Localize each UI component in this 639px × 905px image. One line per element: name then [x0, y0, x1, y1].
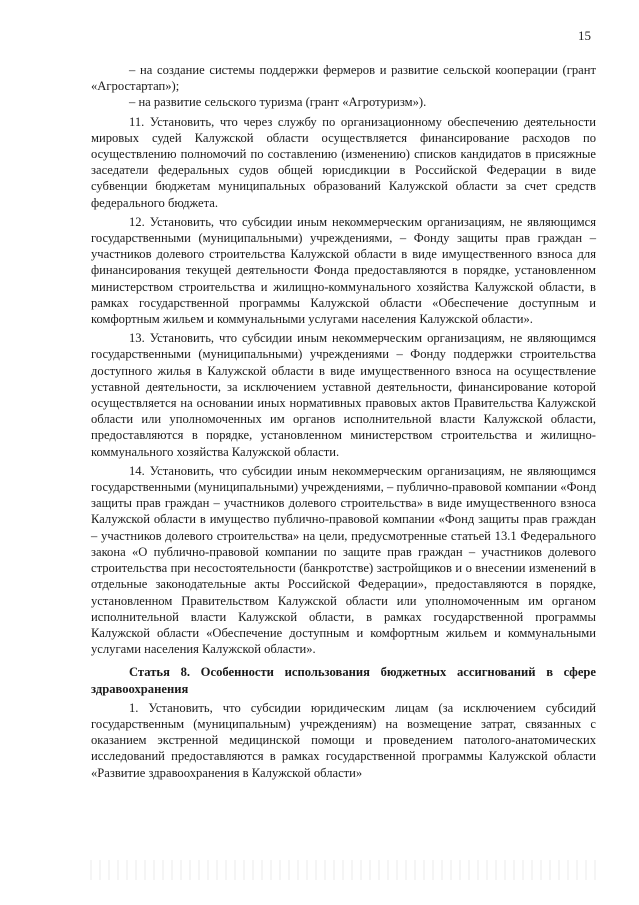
paragraph-grant-agrostartap: – на создание системы поддержки фермеров и развитие сельской кооперации (грант «Агростартап»); — [91, 63, 596, 94]
scan-noise-decoration — [90, 860, 600, 880]
article-8-paragraph-1: 1. Установить, что субсидии юридическим лицам (за исключением субсидий государственным (муниципальным) учреждениям) на возмещение затрат, связанных с оказанием экстренной медицинской помощи и проведением патолого-анатомических исследований предоставляются в рамках государственной программы Калужской области «Развитие здравоохранения в Калужской области» — [91, 700, 596, 780]
article-8-heading: Статья 8. Особенности использования бюджетных ассигнований в сфере здравоохранения — [91, 665, 596, 696]
paragraph-12: 12. Установить, что субсидии иным некоммерческим организациям, не являющимся государственными (муниципальными) учреждениями, – Фонду защиты прав граждан – участников долевого строительства Калужской области в виде имущественного взноса для финансирования текущей деятельности Фонда предоставляются в порядке, установленном министерством строительства и жилищно-коммунального хозяйства Калужской области, в рамках государственной программы Калужской области «Обеспечение доступным и комфортным жильем и коммунальными услугами населения Калужской области». — [91, 214, 596, 327]
paragraph-14: 14. Установить, что субсидии иным некоммерческим организациям, не являющимся государственными (муниципальными) учреждениями, – публично-правовой компании «Фонд защиты прав граждан – участников долевого строительства» в виде имущественного взноса Калужской области в имущество публично-правовой компании «Фонд защиты прав граждан – участников долевого строительства» на цели, предусмотренные статьей 13.1 Федерального закона «О публично-правовой компании по защите прав граждан – участников долевого строительства при несостоятельности (банкротстве) застройщиков и о внесении изменений в отдельные законодательные акты Российской Федерации», предоставляются в порядке, установленном Правительством Калужской области или уполномоченным им органом исполнительной власти Калужской области, в рамках государственной программы Калужской области «Обеспечение доступным и комфортным жильем и коммунальными услугами населения Калужской области». — [91, 463, 596, 657]
paragraph-grant-agroturizm: – на развитие сельского туризма (грант «Агротуризм»). — [129, 95, 427, 110]
document-body — [91, 62, 596, 781]
paragraph-11: 11. Установить, что через службу по организационному обеспечению деятельности мировых судей Калужской области осуществляется финансирование расходов по осуществлению полномочий по составлению (изменению) списков кандидатов в присяжные заседатели федеральных судов общей юрисдикции в Российской Федерации в виде субвенции бюджетам муниципальных образований Калужской области за счет средств федерального бюджета. — [91, 114, 596, 210]
paragraph-13: 13. Установить, что субсидии иным некоммерческим организациям, не являющимся государственными (муниципальными) учреждениями – Фонду поддержки строительства доступного жилья в Калужской области в виде имущественного взноса на осуществление уставной деятельности, за исключением уставной деятельности, финансирование которой осуществляется на основании иных нормативных правовых актов Правительства Калужской области или уполномоченных им органов исполнительной власти Калужской области, предоставляются в порядке, установленном министерством строительства и жилищно-коммунального хозяйства Калужской области. — [91, 331, 596, 459]
page-number: 15 — [578, 28, 591, 43]
